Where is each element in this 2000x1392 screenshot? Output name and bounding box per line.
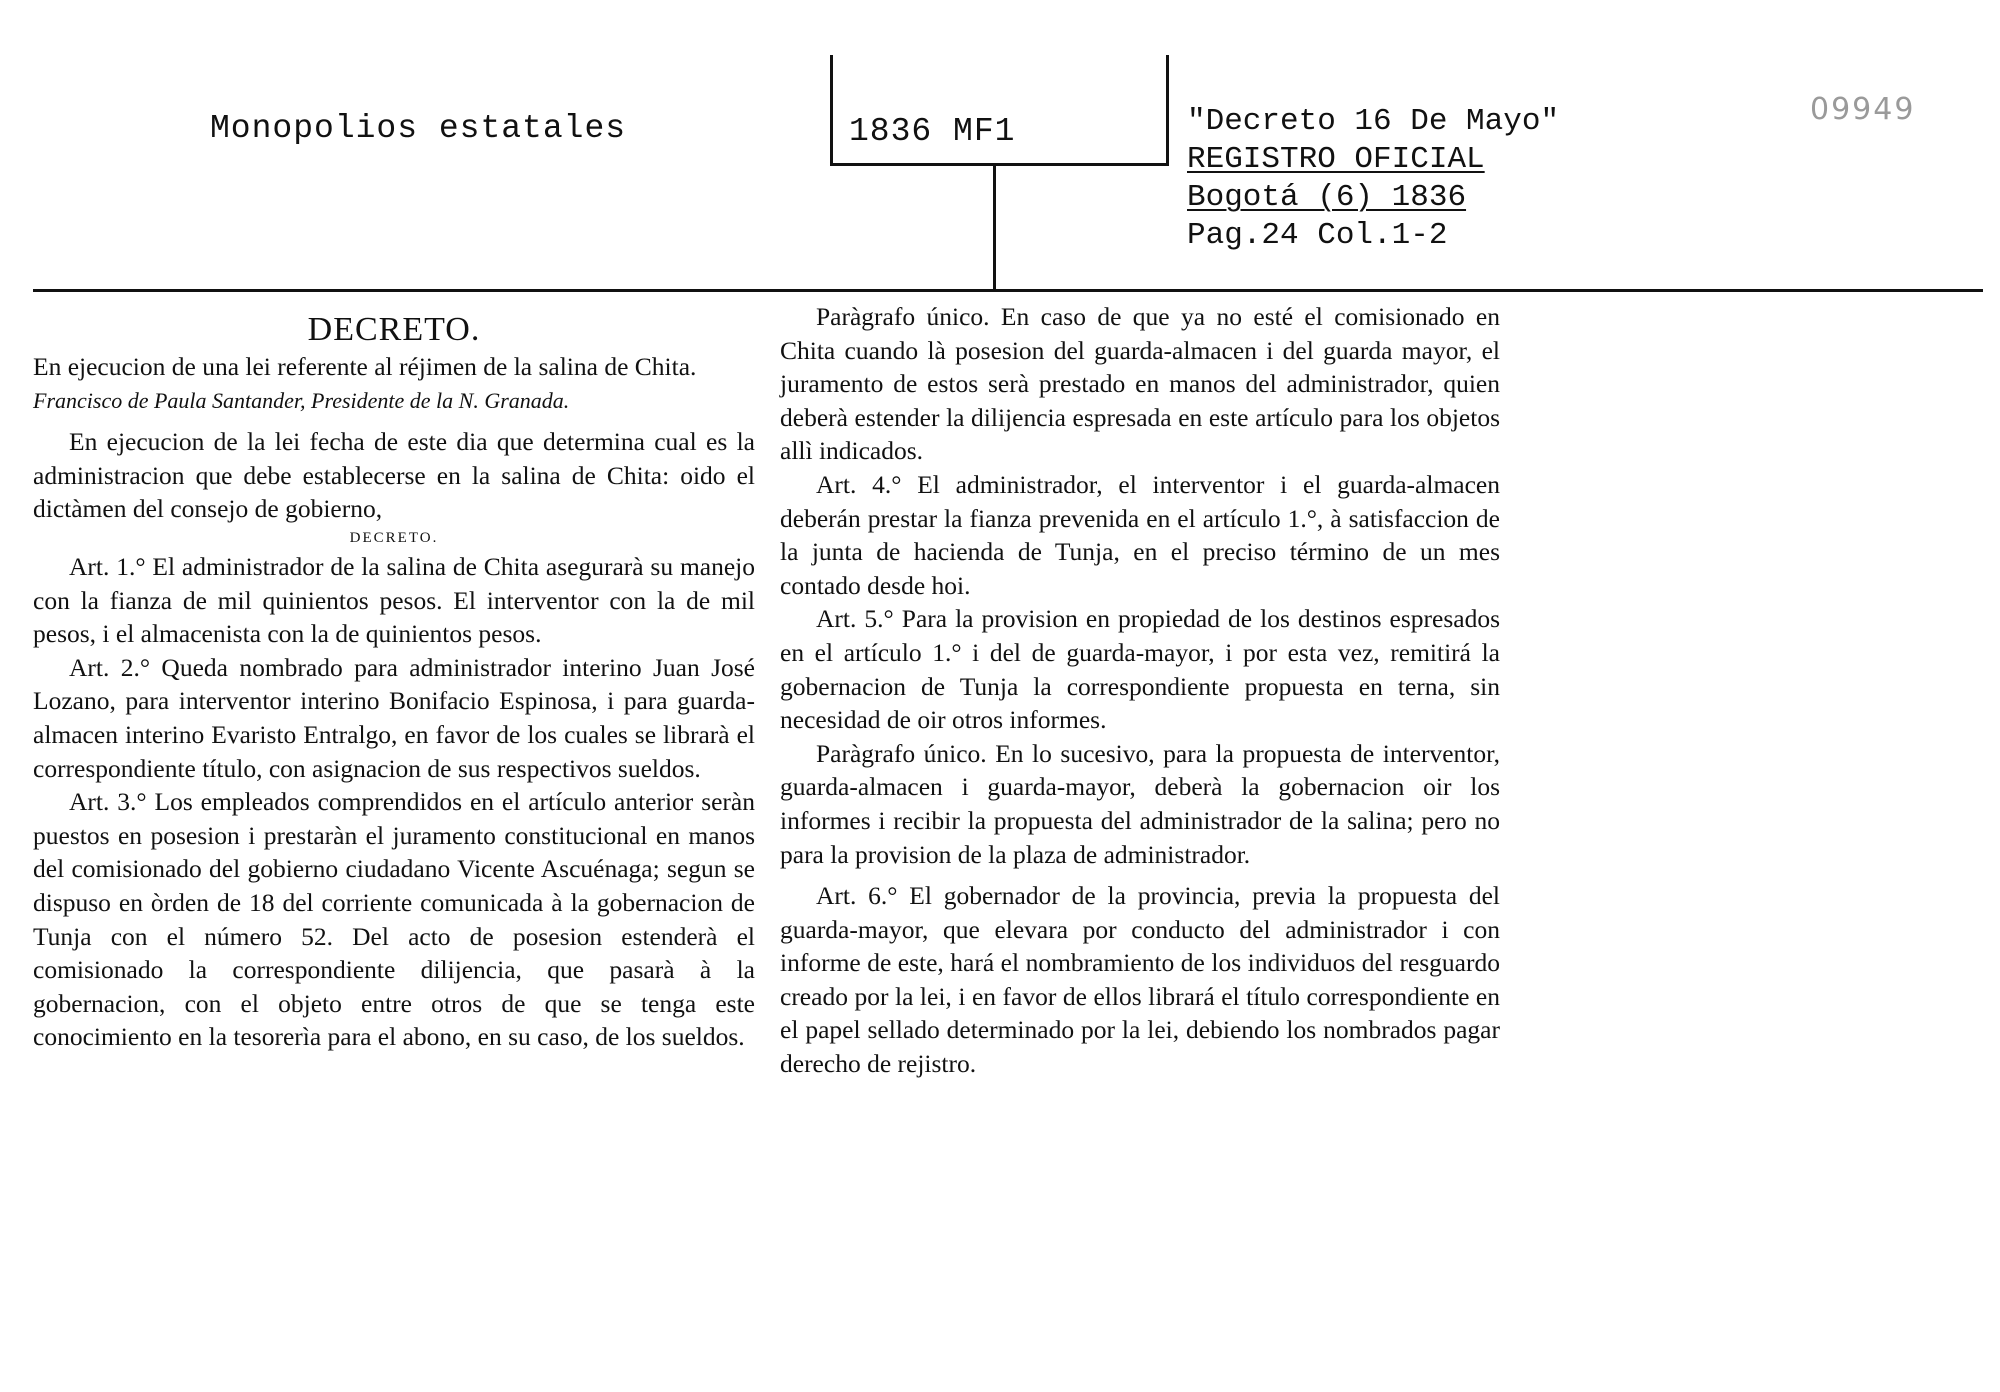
article-5: Art. 5.° Para la provision en propiedad de los destinos espresados en el artículo 1.° i del de guarda-mayor, i por esta vez, remitirá la gobernacion de Tunja la correspondiente propuesta en terna, sin necesidad de oir otros informes. bbox=[780, 604, 1500, 735]
decree-signer: Francisco de Paula Santander, Presidente de la N. Granada. bbox=[33, 387, 570, 413]
source-decree-date: "Decreto 16 De Mayo" bbox=[1187, 104, 1560, 139]
article-4: Art. 4.° El administrador, el interventor i el guarda-almacen deberán prestar la fianza prevenida en el artículo 1.°, à satisfaccion de la junta de hacienda de Tunja, en el preciso término de un mes contado desde hoi. bbox=[780, 469, 1500, 600]
decree-title: DECRETO. bbox=[307, 311, 481, 348]
article-6: Art. 6.° El gobernador de la provincia, previa la propuesta del guarda-mayor, que elevara por conducto del administrador i con informe de este, hará el nombramiento de los individuos del resguardo creado por la lei, i en favor de ellos librará el título correspondiente en el papel sellado determinado por la lei, debiendo los nombrados pagar derecho de rejistro. bbox=[780, 881, 1500, 1079]
article-1: Art. 1.° El administrador de la salina de Chita asegurarà su manejo con la fianza de mil quinientos pesos. El interventor con la de mil pesos, i el almacenista con la de quinientos pesos. bbox=[33, 551, 755, 649]
topic-label: Monopolios estatales bbox=[210, 110, 627, 147]
decree-column-right bbox=[780, 300, 1500, 1081]
decree-column-left bbox=[33, 300, 755, 1054]
serial-number: 09949 bbox=[1810, 92, 1916, 127]
article-5-paragraph: Paràgrafo único. En lo sucesivo, para la propuesta de interventor, guarda-almacen i guarda-mayor, deberà la gobernacion oir los informes i recibir la propuesta del administrador de la salina; pero no para la provision de la plaza de administrador. bbox=[780, 738, 1500, 869]
reference-connector-line bbox=[993, 163, 996, 290]
reference-code: 1836 MF1 bbox=[849, 113, 1016, 150]
article-2: Art. 2.° Queda nombrado para administrador interino Juan José Lozano, para interventor interino Bonifacio Espinosa, i para guarda-almacen interino Evaristo Entralgo, en favor de los cuales se librarà el correspondiente título, con asignacion de sus respectivos sueldos. bbox=[33, 652, 755, 783]
source-publication: REGISTRO OFICIAL bbox=[1187, 142, 1485, 177]
decreto-label: DECRETO. bbox=[349, 529, 439, 546]
article-3: Art. 3.° Los empleados comprendidos en el artículo anterior seràn puestos en posesion i prestaràn el juramento constitucional en manos del comisionado del gobierno ciudadano Vicente Ascuénaga; segun se dispuso en òrden de 18 del corriente comunicada à la gobernacion de Tunja con el número 52. Del acto de posesion estenderà el comisionado la correspondiente dilijencia, que pasarà à la gobernacion, con el objeto entre otros de que se tenga este conocimiento en la tesorerìa para el abono, en su caso, de los sueldos. bbox=[33, 787, 755, 1052]
decree-preamble: En ejecucion de la lei fecha de este dia que determina cual es la administracion que debe establecerse en la salina de Chita: oido el dictàmen del consejo de gobierno, bbox=[33, 427, 755, 524]
source-citation bbox=[1187, 103, 1559, 255]
source-page-column: Pag.24 Col.1-2 bbox=[1187, 218, 1448, 253]
decree-heading: En ejecucion de una lei referente al réjimen de la salina de Chita. bbox=[33, 352, 697, 381]
article-3-paragraph: Paràgrafo único. En caso de que ya no esté el comisionado en Chita cuando là posesion del guarda-almacen i del guarda mayor, el juramento de estos serà prestado en manos del administrador, quien deberà estender la dilijencia espresada en este artículo para los objetos allì indicados. bbox=[780, 302, 1500, 466]
reference-box bbox=[830, 55, 1169, 166]
source-place-year: Bogotá (6) 1836 bbox=[1187, 180, 1467, 215]
header-divider bbox=[33, 289, 1983, 292]
